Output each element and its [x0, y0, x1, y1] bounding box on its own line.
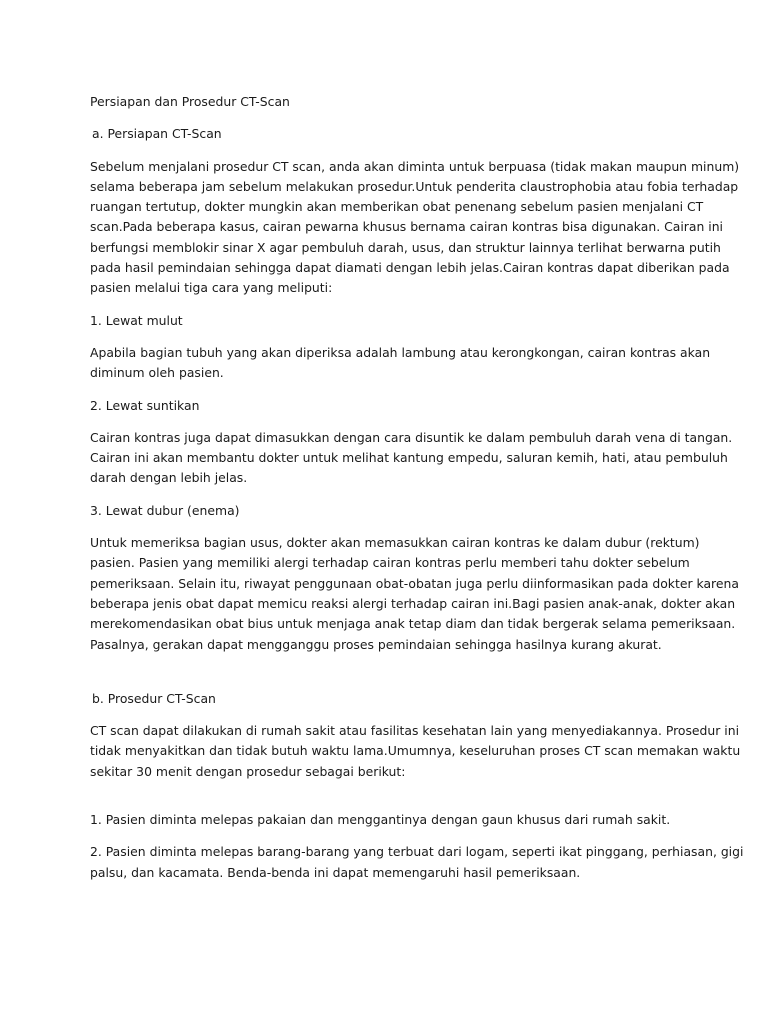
- item-1-heading-text: 1. Lewat mulut: [90, 312, 183, 328]
- section-a-intro-paragraph: [90, 157, 740, 299]
- paragraph-line: selama beberapa jam sebelum melakukan prosedur.Untuk penderita claustrophobia atau fobia terhadap: [90, 178, 739, 194]
- paragraph-line: scan.Pada beberapa kasus, cairan pewarna khusus bernama cairan kontras bisa digunakan. Cairan ini: [90, 219, 723, 235]
- paragraph-line: darah dengan lebih jelas.: [90, 470, 248, 486]
- spacer: [90, 667, 690, 689]
- title-text: Persiapan dan Prosedur CT-Scan: [90, 94, 290, 109]
- section-b-heading: [92, 689, 690, 709]
- section-b-heading-text: b. Prosedur CT-Scan: [92, 690, 216, 706]
- section-a-heading: [92, 124, 690, 144]
- paragraph-line: Sebelum menjalani prosedur CT scan, anda akan diminta untuk berpuasa (tidak makan maupun minum): [90, 158, 740, 174]
- paragraph-line: Untuk memeriksa bagian usus, dokter akan memasukkan cairan kontras ke dalam dubur (rektum): [90, 535, 700, 551]
- item-3-paragraph: [90, 533, 739, 655]
- item-3-heading: [90, 501, 690, 521]
- spacer: [90, 794, 690, 810]
- section-a-heading-text: a. Persiapan CT-Scan: [92, 126, 222, 142]
- section-b-intro-paragraph: [90, 721, 741, 782]
- step-1-paragraph: [90, 810, 690, 830]
- paragraph-line: palsu, dan kacamata. Benda-benda ini dapat memengaruhi hasil pemeriksaan.: [90, 864, 581, 880]
- paragraph-line: diminum oleh pasien.: [90, 365, 224, 381]
- paragraph-line: Cairan kontras juga dapat dimasukkan dengan cara disuntik ke dalam pembuluh darah vena di tangan.: [90, 429, 733, 445]
- paragraph-line: CT scan dapat dilakukan di rumah sakit atau fasilitas kesehatan lain yang menyediakannya. Prosedur ini: [90, 723, 740, 739]
- paragraph-line: 2. Pasien diminta melepas barang-barang yang terbuat dari logam, seperti ikat pinggang, perhiasan, gigi: [90, 844, 744, 860]
- document-page: [90, 92, 744, 895]
- item-2-heading-text: 2. Lewat suntikan: [90, 397, 200, 413]
- item-1-paragraph: [90, 343, 711, 384]
- paragraph-line: merekomendasikan obat bius untuk menjaga anak tetap diam dan tidak bergerak selama pemeriksaan.: [90, 616, 736, 632]
- paragraph-line: berfungsi memblokir sinar X agar pembuluh darah, usus, dan struktur lainnya terlihat berwarna putih: [90, 239, 721, 255]
- paragraph-line: pada hasil pemindaian sehingga dapat diamati dengan lebih jelas.Cairan kontras dapat diberikan pada: [90, 260, 730, 276]
- item-1-heading: [90, 311, 690, 331]
- item-2-paragraph: [90, 428, 733, 489]
- paragraph-line: ruangan tertutup, dokter mungkin akan memberikan obat penenang sebelum pasien menjalani CT: [90, 199, 704, 215]
- paragraph-line: Apabila bagian tubuh yang akan diperiksa adalah lambung atau kerongkongan, cairan kontras akan: [90, 344, 711, 360]
- item-2-heading: [90, 396, 690, 416]
- item-3-heading-text: 3. Lewat dubur (enema): [90, 502, 240, 518]
- paragraph-line: 1. Pasien diminta melepas pakaian dan menggantinya dengan gaun khusus dari rumah sakit.: [90, 812, 671, 828]
- paragraph-line: pasien. Pasien yang memiliki alergi terhadap cairan kontras perlu memberi tahu dokter sebelum: [90, 555, 690, 571]
- paragraph-line: Pasalnya, gerakan dapat mengganggu proses pemindaian sehingga hasilnya kurang akurat.: [90, 636, 662, 652]
- step-2-paragraph: [90, 842, 744, 883]
- paragraph-line: pemeriksaan. Selain itu, riwayat penggunaan obat-obatan juga perlu diinformasikan pada dokter karena: [90, 575, 739, 591]
- paragraph-line: pasien melalui tiga cara yang meliputi:: [90, 280, 333, 296]
- paragraph-line: tidak menyakitkan dan tidak butuh waktu lama.Umumnya, keseluruhan proses CT scan memakan waktu: [90, 743, 741, 759]
- paragraph-line: sekitar 30 menit dengan prosedur sebagai berikut:: [90, 763, 406, 779]
- paragraph-line: Cairan ini akan membantu dokter untuk melihat kantung empedu, saluran kemih, hati, atau pembuluh: [90, 450, 728, 466]
- document-title: [90, 92, 690, 112]
- paragraph-line: beberapa jenis obat dapat memicu reaksi alergi terhadap cairan ini.Bagi pasien anak-anak, dokter akan: [90, 595, 736, 611]
